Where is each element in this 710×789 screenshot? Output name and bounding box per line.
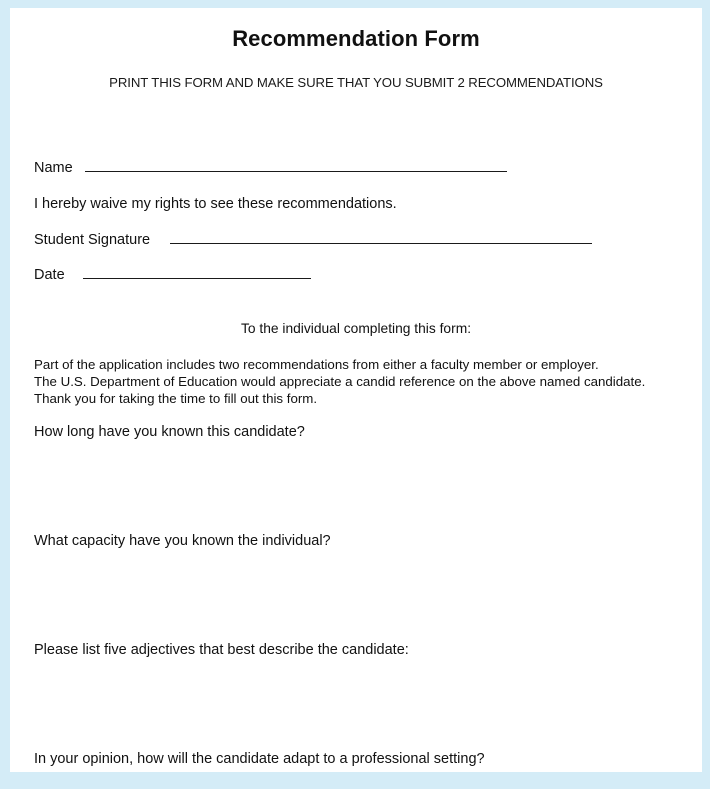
instruction-line-2: The U.S. Department of Education would appreciate a candid reference on the above named candidate. — [34, 374, 646, 389]
instruction-heading: To the individual completing this form: — [240, 321, 472, 336]
student-signature-field-row — [34, 232, 592, 248]
date-field-row — [34, 267, 311, 283]
question-five-adjectives: Please list five adjectives that best describe the candidate: — [34, 642, 409, 658]
instruction-paragraph — [34, 356, 694, 407]
date-input-line[interactable] — [83, 277, 311, 279]
instruction-line-1: Part of the application includes two recommendations from either a faculty member or employer. — [34, 357, 599, 372]
name-input-line[interactable] — [85, 170, 507, 172]
form-page — [10, 8, 702, 772]
student-signature-input-line[interactable] — [170, 242, 592, 244]
question-what-capacity: What capacity have you known the individual? — [34, 533, 331, 549]
question-how-long-known: How long have you known this candidate? — [34, 424, 305, 440]
name-label: Name — [34, 160, 73, 176]
print-instruction-subtitle: PRINT THIS FORM AND MAKE SURE THAT YOU SUBMIT 2 RECOMMENDATIONS — [109, 75, 603, 90]
page-title: Recommendation Form — [232, 26, 480, 51]
waiver-statement: I hereby waive my rights to see these recommendations. — [34, 196, 397, 212]
question-professional-setting: In your opinion, how will the candidate adapt to a professional setting? — [34, 751, 485, 767]
name-field-row — [34, 160, 507, 176]
student-signature-label: Student Signature — [34, 232, 151, 248]
instruction-line-3: Thank you for taking the time to fill out this form. — [34, 391, 318, 406]
date-label: Date — [34, 267, 65, 283]
